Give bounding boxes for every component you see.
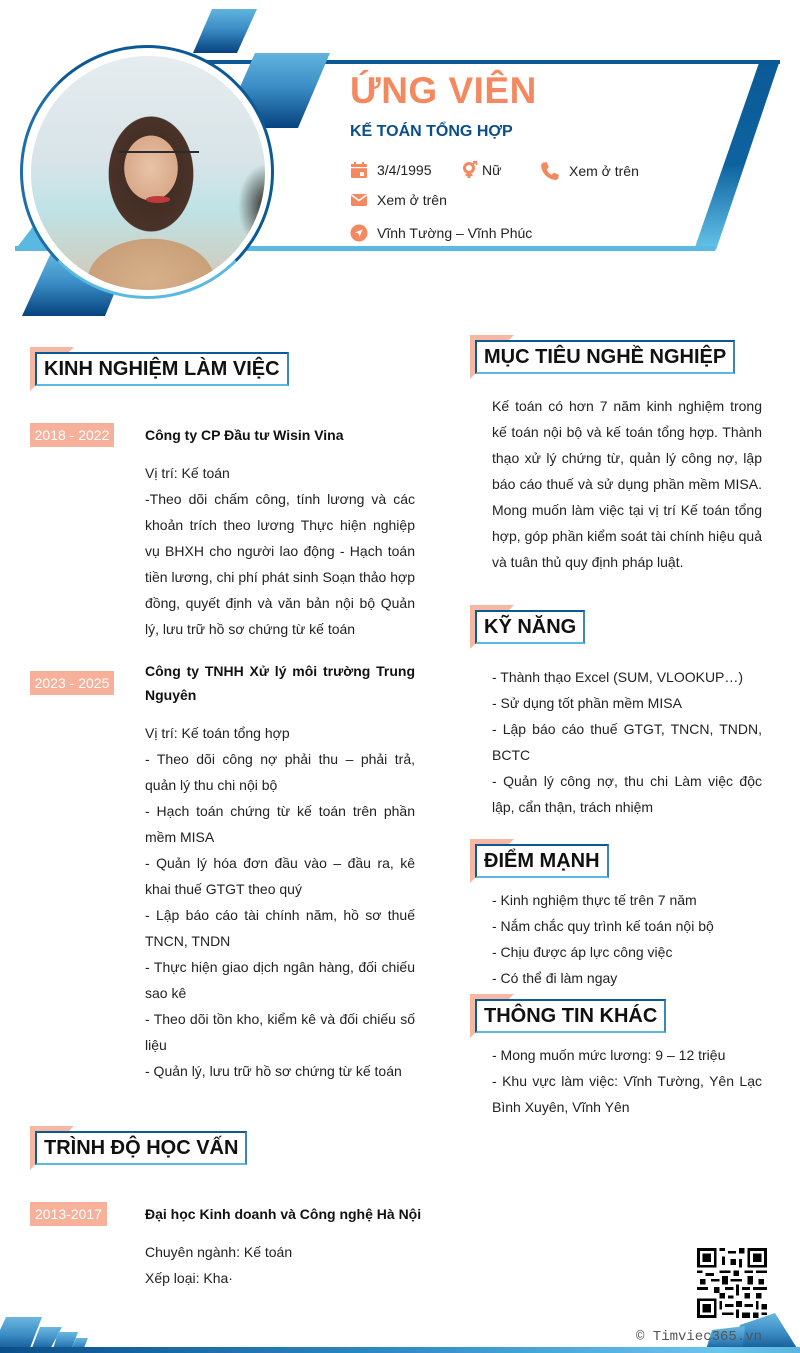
skill-item: - Lập báo cáo thuế GTGT, TNCN, TNDN, BCTC [492,721,762,763]
calendar-icon [350,161,368,179]
footer-bar [0,1347,800,1353]
birthday-value: 3/4/1995 [377,162,432,178]
experience-line: - Quản lý hóa đơn đầu vào – đầu ra, kê khai thuế GTGT theo quý [145,855,415,897]
section-title: KỸ NĂNG [475,610,585,644]
experience-position: Vị trí: Kế toán [145,465,230,481]
phone-value: Xem ở trên [569,163,639,179]
email-field [350,191,447,209]
experience-period: 2018 - 2022 [30,423,114,447]
skill-item: - Sử dụng tốt phần mềm MISA [492,695,682,711]
experience-company: Công ty TNHH Xử lý môi trường Trung Nguyên [145,663,415,703]
skill-item: - Quản lý công nợ, thu chi Làm việc độc lập, cẩn thận, trách nhiệm [492,773,762,815]
education-rank: Xếp loại: Kha· [145,1270,233,1286]
education-school: Đại học Kinh doanh và Công nghệ Hà Nội [145,1206,422,1222]
strength-item: - Nắm chắc quy trình kế toán nội bộ [492,918,714,934]
experience-line: - Theo dõi công nợ phải thu – phải trả, quản lý thu chi nội bộ [145,751,415,793]
location-arrow-icon [350,224,368,242]
section-title: ĐIỂM MẠNH [475,844,609,878]
birthday-field [350,161,432,179]
experience-position: Vị trí: Kế toán tổng hợp [145,725,290,741]
experience-company: Công ty CP Đầu tư Wisin Vina [145,427,344,443]
objective-text [492,393,762,575]
education-period: 2013-2017 [30,1202,107,1226]
avatar-glasses [119,151,199,173]
experience-period: 2023 - 2025 [30,671,114,695]
other-info-item: - Mong muốn mức lương: 9 – 12 triệu [492,1047,726,1063]
experience-line: - Quản lý, lưu trữ hồ sơ chứng từ kế toán [145,1063,402,1079]
phone-icon [540,161,560,181]
experience-line: - Lập báo cáo tài chính năm, hồ sơ thuế TNCN, TNDN [145,907,415,949]
section-title: TRÌNH ĐỘ HỌC VẤN [35,1131,247,1165]
experience-line: - Theo dõi tồn kho, kiểm kê và đối chiếu số liệu [145,1011,415,1053]
copyright: © Timviec365.vn [636,1329,763,1345]
strengths-list [492,887,762,991]
avatar [31,56,265,290]
phone-field [540,161,639,181]
education-major: Chuyên ngành: Kế toán [145,1244,293,1260]
experience-line: - Hạch toán chứng từ kế toán trên phần mềm MISA [145,803,415,845]
experience-details [145,720,415,1084]
other-info-list [492,1042,762,1120]
section-title: MỤC TIÊU NGHỀ NGHIỆP [475,340,735,374]
address-field [350,224,532,242]
strength-item: - Có thể đi làm ngay [492,970,618,986]
objective-paragraph: Kế toán có hơn 7 năm kinh nghiệm trong kế toán nội bộ và kế toán tổng hợp. Thành thạo xử lý chứng từ, quản lý công nợ, lập báo cáo thuế và sử dụng phần mềm MISA. Mong muốn làm việc tại vị trí Kế toán tổng hợp, góp phần kiểm soát tài chính hiệu quả và tuân thủ quy định pháp luật. [492,398,762,570]
skill-item: - Thành thạo Excel (SUM, VLOOKUP…) [492,669,744,685]
gender-field [461,161,501,179]
gender-icon [461,161,479,179]
avatar-lips [146,196,170,203]
experience-details [145,460,415,642]
email-icon [350,191,368,209]
strength-item: - Chịu được áp lực công việc [492,944,673,960]
qr-code-icon [697,1248,767,1318]
strength-item: - Kinh nghiệm thực tế trên 7 năm [492,892,697,908]
candidate-name: ỨNG VIÊN [350,70,537,111]
gender-value: Nữ [482,162,502,178]
email-value: Xem ở trên [377,192,447,208]
job-title: KẾ TOÁN TỔNG HỢP [350,123,513,140]
address-value: Vĩnh Tường – Vĩnh Phúc [377,225,533,241]
education-details [145,1239,415,1291]
section-title: THÔNG TIN KHÁC [475,999,666,1033]
skills-list [492,664,762,820]
experience-line: -Theo dõi chấm công, tính lương và các khoản trích theo lương Thực hiện nghiệp vụ BHXH cho người lao động - Hạch toán tiền lương, chi phí phát sinh Soạn thảo hợp đồng, quyết định và văn bản nội bộ Quản lý, lưu trữ hồ sơ chứng từ kế toán [145,491,415,637]
section-title: KINH NGHIỆM LÀM VIỆC [35,352,289,386]
other-info-item: - Khu vực làm việc: Vĩnh Tường, Yên Lạc Bình Xuyên, Vĩnh Yên [492,1073,762,1115]
experience-line: - Thực hiện giao dịch ngân hàng, đối chiếu sao kê [145,959,415,1001]
